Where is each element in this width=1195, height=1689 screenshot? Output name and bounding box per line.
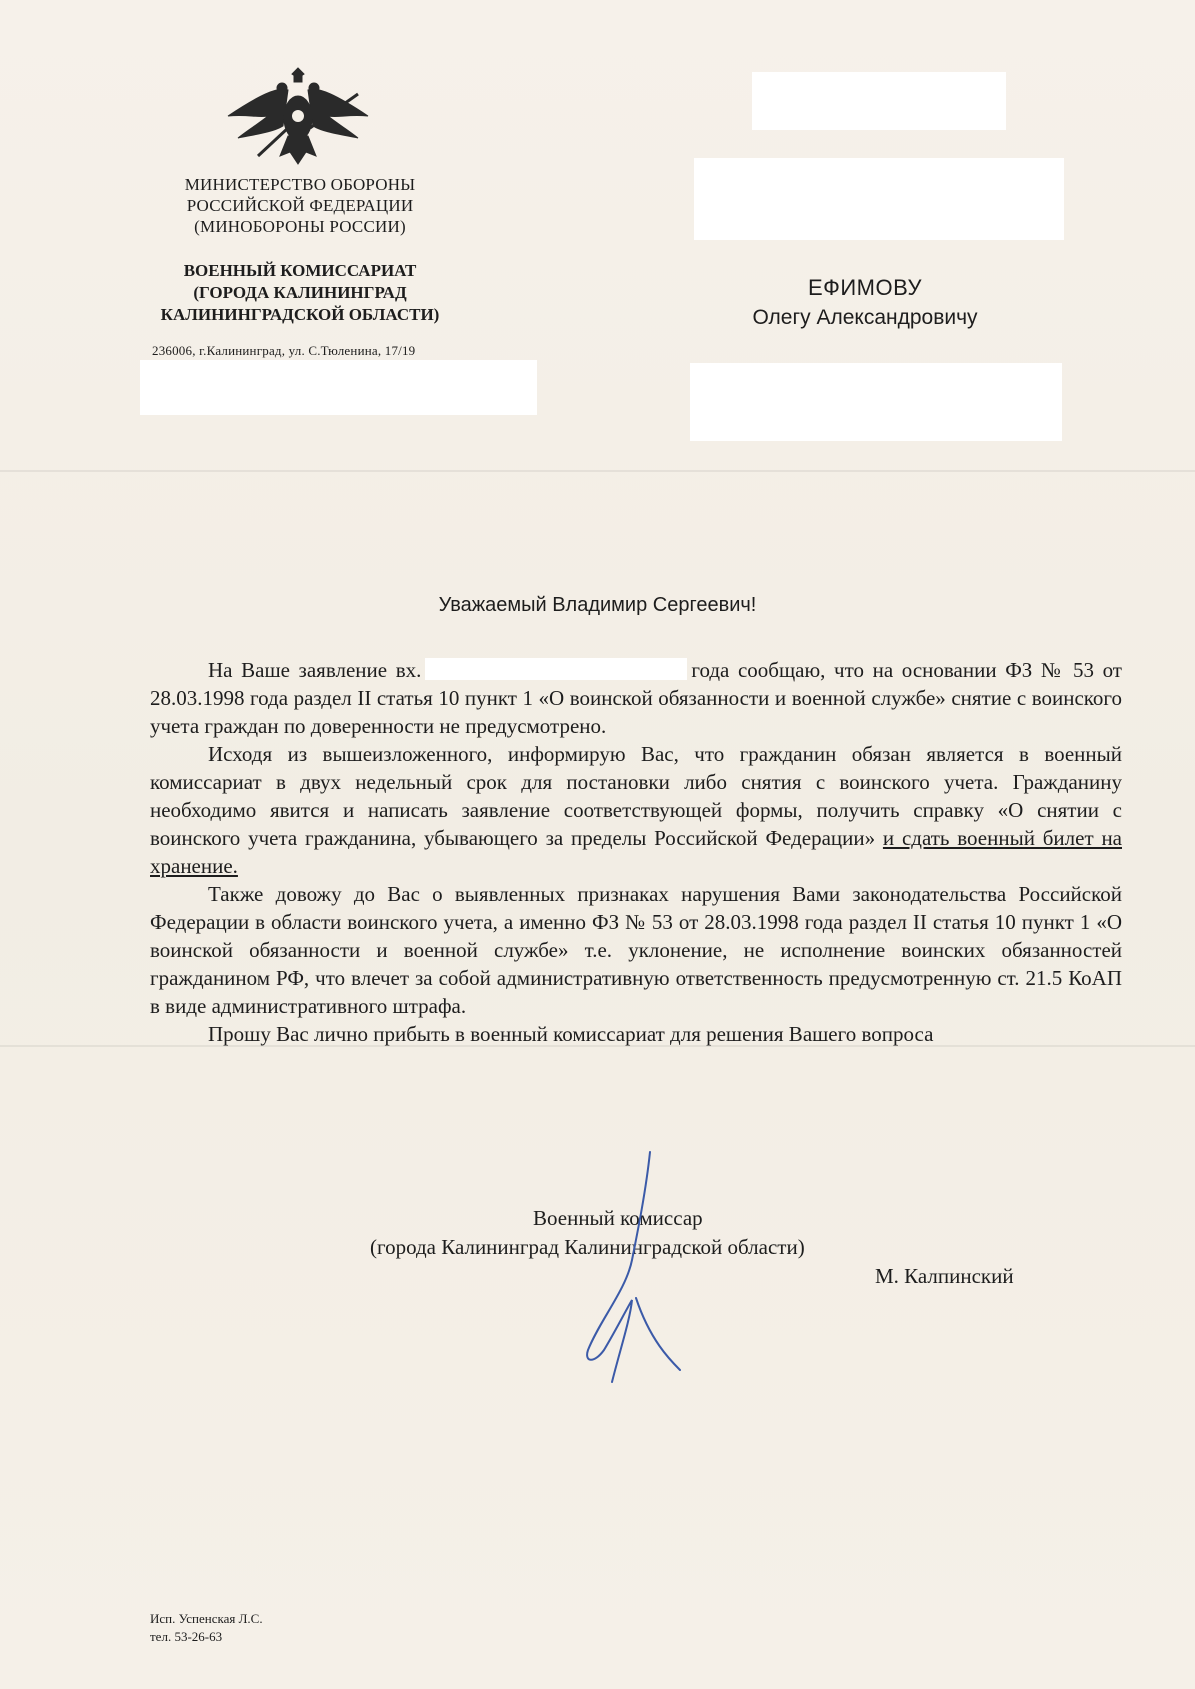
commissariat-line: КАЛИНИНГРАДСКОЙ ОБЛАСТИ) bbox=[160, 305, 440, 324]
executor-name: Исп. Успенская Л.С. bbox=[150, 1611, 263, 1626]
redacted-area bbox=[752, 72, 1006, 130]
commissariat-line: ВОЕННЫЙ КОМИССАРИАТ bbox=[183, 261, 417, 280]
redacted-area bbox=[694, 158, 1064, 240]
redacted-area bbox=[690, 363, 1062, 441]
paragraph-4: Прошу Вас лично прибыть в военный комиссариат для решения Вашего вопроса bbox=[208, 1022, 934, 1046]
ministry-line: (МИНОБОРОНЫ РОССИИ) bbox=[194, 217, 406, 236]
ministry-line: МИНИСТЕРСТВО ОБОРОНЫ bbox=[184, 175, 416, 194]
executor-info bbox=[150, 1610, 263, 1646]
recipient-name: Олегу Александровичу bbox=[752, 306, 978, 329]
paragraph-1-rest: года сообщаю, что на основании ФЗ № 53 от 28.03.1998 года раздел II статья 10 пункт 1 «О воинской обязанности и военной службе» снятие с воинского учета граждан по доверенности не предусмотрено. bbox=[150, 658, 1122, 738]
signer-title: Военный комиссар bbox=[533, 1206, 703, 1230]
recipient-block bbox=[700, 273, 1030, 333]
paragraph-2 bbox=[150, 740, 1122, 880]
executor-phone: тел. 53-26-63 bbox=[150, 1629, 223, 1644]
signer-organization: (города Калининград Калининградской области) bbox=[370, 1235, 805, 1259]
paragraph-2-underlined: и сдать военный билет на хранение. bbox=[150, 826, 1122, 878]
double-headed-eagle-emblem-icon bbox=[218, 66, 378, 171]
salutation: Уважаемый Владимир Сергеевич! bbox=[438, 594, 757, 616]
paragraph-1-start: На Ваше заявление вх. bbox=[208, 658, 422, 682]
commissariat-line: (ГОРОДА КАЛИНИНГРАД bbox=[193, 283, 407, 302]
redacted-inline bbox=[425, 658, 687, 680]
ministry-heading bbox=[150, 174, 450, 237]
letter-body bbox=[150, 656, 1122, 1048]
paper-fold-line bbox=[0, 470, 1195, 472]
paragraph-1 bbox=[150, 656, 1122, 740]
recipient-surname: ЕФИМОВУ bbox=[807, 275, 923, 300]
handwritten-signature bbox=[580, 1150, 690, 1390]
redacted-area bbox=[140, 360, 537, 415]
paragraph-2-start: Исходя из вышеизложенного, информирую Вас, что гражданин обязан является в военный комиссариат в двух недельный срок для постановки либо снятия с воинского учета. Гражданину необходимо явится и написать заявление соответствующей формы, получить справку «О снятии с воинского учета гражданина, убывающего за пределы Российской Федерации» bbox=[150, 742, 1122, 850]
commissariat-heading bbox=[130, 260, 470, 326]
paragraph-3: Также довожу до Вас о выявленных признаках нарушения Вами законодательства Российской Федерации в области воинского учета, а именно ФЗ № 53 от 28.03.1998 года раздел II статья 10 пункт 1 «О воинской обязанности и военной службе» т.е. уклонение, не исполнение воинских обязанностей гражданином РФ, что влечет за собой административную ответственность предусмотренную ст. 21.5 КоАП в виде административного штрафа. bbox=[150, 882, 1122, 1018]
ministry-line: РОССИЙСКОЙ ФЕДЕРАЦИИ bbox=[186, 196, 414, 215]
signer-name: М. Калпинский bbox=[875, 1264, 1014, 1288]
sender-address: 236006, г.Калининград, ул. С.Тюленина, 17/19 bbox=[152, 343, 416, 358]
